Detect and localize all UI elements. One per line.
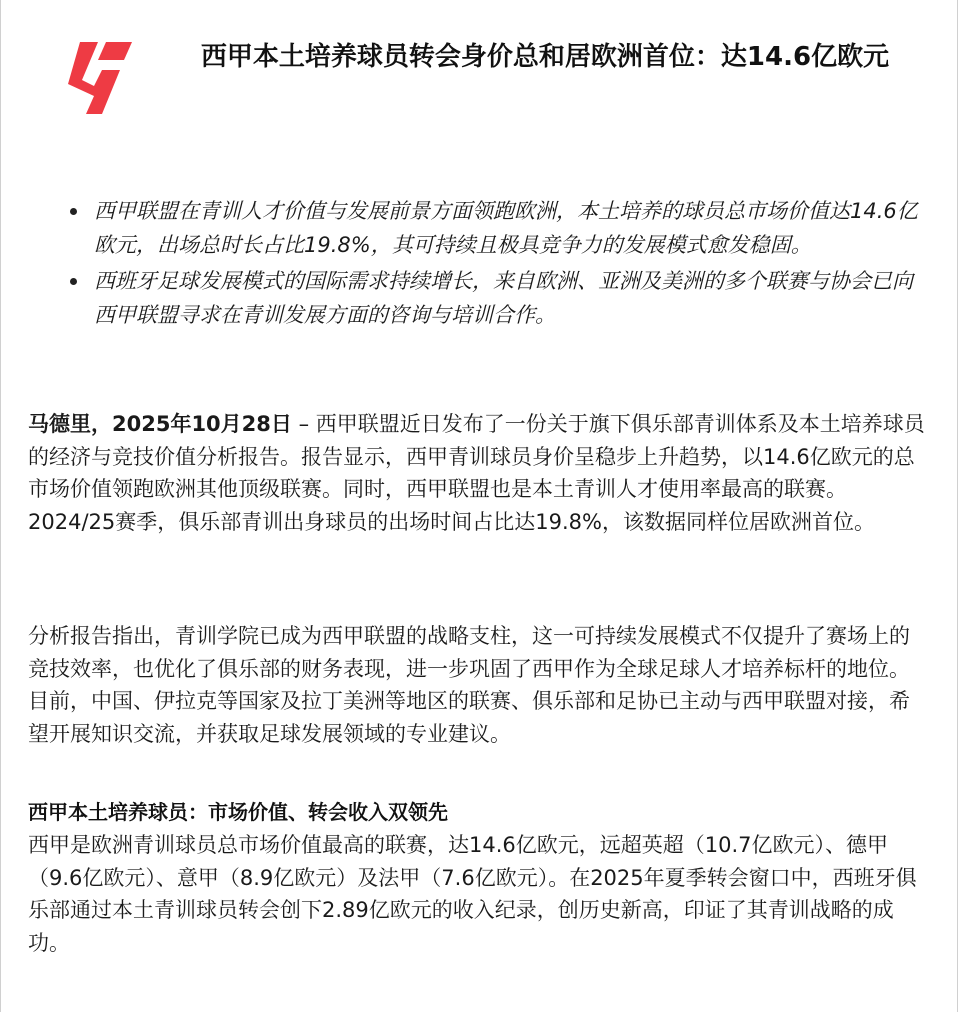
laliga-logo-icon	[52, 40, 140, 116]
summary-bullet	[94, 264, 926, 332]
body-paragraph-2: 分析报告指出，青训学院已成为西甲联盟的战略支柱，这一可持续发展模式不仅提升了赛场上的竞技效率，也优化了俱乐部的财务表现，进一步巩固了西甲作为全球足球人才培养标杆的地位。目前，中国、伊拉克等国家及拉丁美洲等地区的联赛、俱乐部和足协已主动与西甲联盟对接，希望开展知识交流，并获取足球发展领域的专业建议。	[28, 624, 910, 746]
paragraph-text: – 西甲联盟近日发布了一份关于旗下俱乐部青训体系及本土培养球员的经济与竞技价值分析报告。报告显示，西甲青训球员身价呈稳步上升趋势，以14.6亿欧元的总市场价值领跑欧洲其他顶级联赛。同时，西甲联盟也是本土青训人才使用率最高的联赛。2024/25赛季，俱乐部青训出身球员的出场时间占比达19.8%，该数据同样位居欧洲首位。	[28, 412, 925, 534]
dateline: 马德里，2025年10月28日	[28, 412, 292, 436]
section-heading: 西甲本土培养球员：市场价值、转会收入双领先	[28, 800, 448, 824]
summary-bullet-text: 西甲联盟在青训人才价值与发展前景方面领跑欧洲，本土培养的球员总市场价值达14.6亿欧元，出场总时长占比19.8%，其可持续且极具竞争力的发展模式愈发稳固。	[94, 199, 918, 257]
summary-bullet-text: 西班牙足球发展模式的国际需求持续增长，来自欧洲、亚洲及美洲的多个联赛与协会已向西甲联盟寻求在青训发展方面的咨询与培训合作。	[94, 269, 913, 327]
summary-bullet	[94, 194, 926, 262]
body-paragraph-1	[28, 408, 928, 538]
bullet-dot-icon	[70, 208, 77, 215]
summary-bullets	[56, 194, 926, 334]
bullet-dot-icon	[70, 278, 77, 285]
page-title: 西甲本土培养球员转会身价总和居欧洲首位：达14.6亿欧元	[200, 42, 890, 72]
section-paragraph: 西甲是欧洲青训球员总市场价值最高的联赛，达14.6亿欧元，远超英超（10.7亿欧元）、德甲（9.6亿欧元）、意甲（8.9亿欧元）及法甲（7.6亿欧元）。在2025年夏季转会窗口中，西班牙俱乐部通过本土青训球员转会创下2.89亿欧元的收入纪录，创历史新高，印证了其青训战略的成功。	[28, 833, 917, 955]
